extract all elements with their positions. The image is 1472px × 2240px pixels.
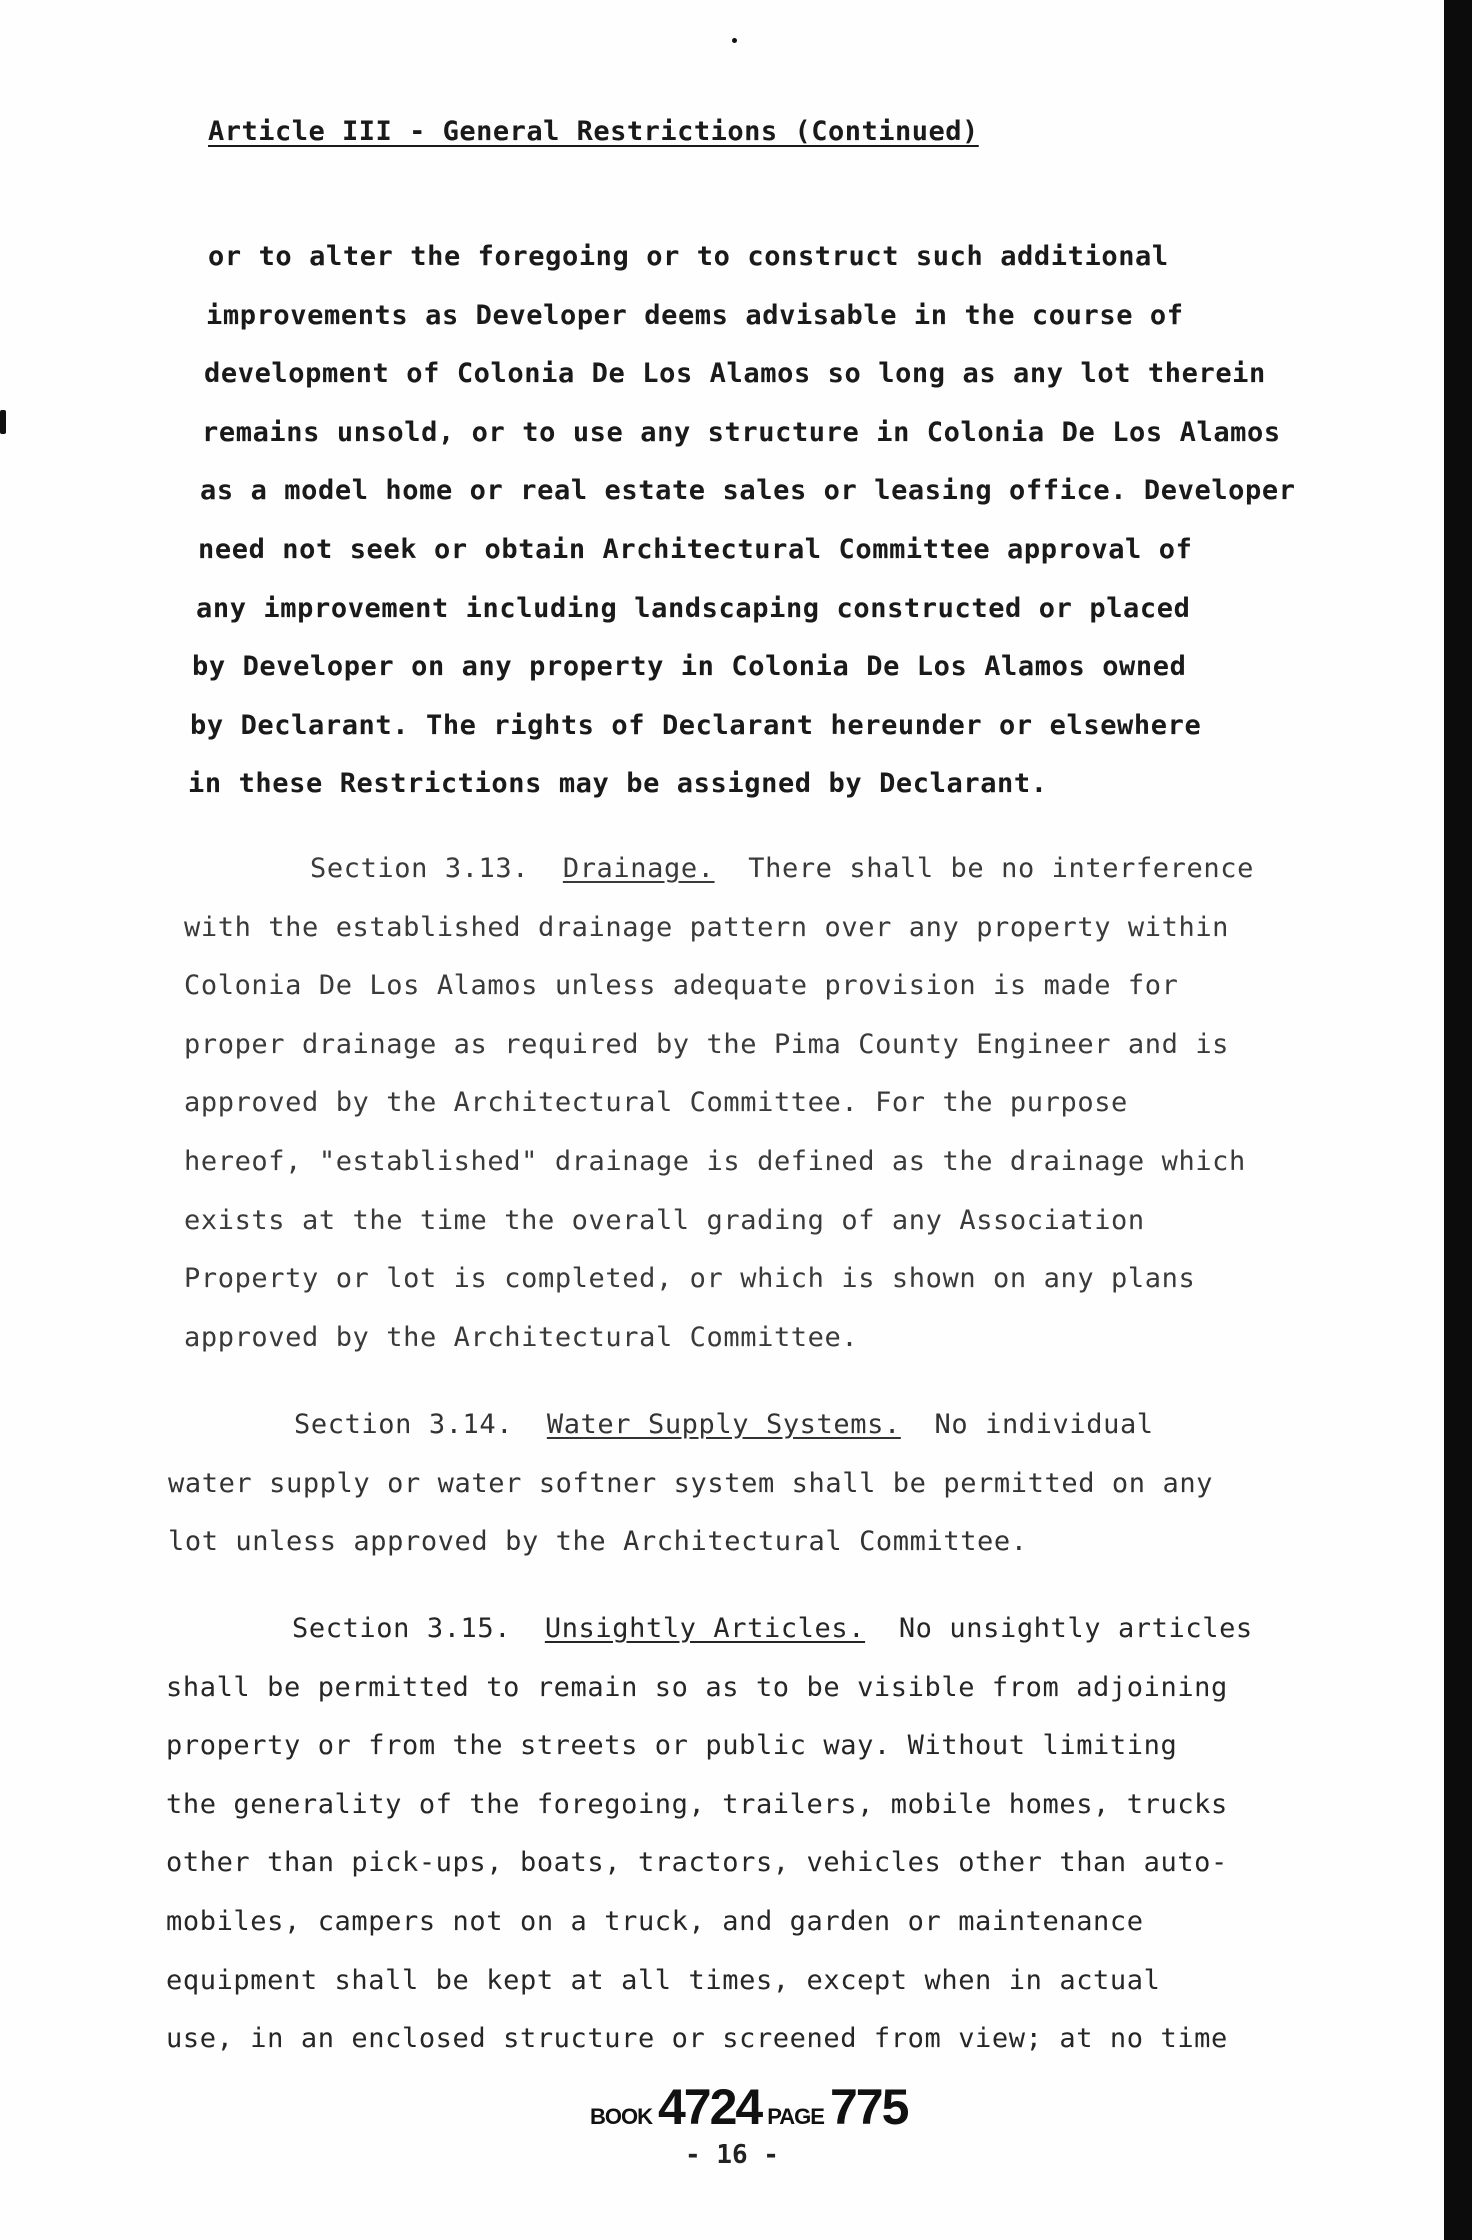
text-line: lot unless approved by the Architectural Committee. — [168, 1526, 1028, 1558]
text-line: hereof, "established" drainage is defined as the drainage which — [184, 1145, 1246, 1177]
text-line: development of Colonia De Los Alamos so long as any lot therein — [204, 358, 1266, 390]
text-line: Colonia De Los Alamos unless adequate provision is made for — [184, 970, 1179, 1002]
text-line: need not seek or obtain Architectural Committee approval of — [198, 533, 1193, 565]
text-line: approved by the Architectural Committee. For the purpose — [184, 1087, 1128, 1119]
section-title: Water Supply Systems. — [546, 1409, 901, 1440]
text-line: in these Restrictions may be assigned by Declarant. — [188, 768, 1048, 800]
section-water-supply — [168, 1396, 1213, 1572]
scan-edge — [1444, 0, 1472, 2240]
text-line: the generality of the foregoing, trailers, mobile homes, trucks — [166, 1788, 1228, 1820]
section-number: Section 3.14. — [294, 1409, 514, 1440]
text-line: any improvement including landscaping constructed or placed — [196, 592, 1191, 624]
page-number — [0, 2140, 1472, 2170]
text-line: improvements as Developer deems advisable in the course of — [206, 299, 1184, 331]
section-number: Section 3.13. — [310, 853, 530, 884]
text-line: or to alter the foregoing or to construct such additional — [208, 241, 1169, 272]
text-line: as a model home or real estate sales or leasing office. Developer — [200, 475, 1296, 507]
section-unsightly-articles — [166, 1600, 1253, 2069]
section-text: No individual — [934, 1409, 1154, 1440]
text-line: water supply or water softner system shall be permitted on any — [168, 1467, 1214, 1499]
section-title: Unsightly Articles. — [544, 1613, 866, 1644]
text-line: mobiles, campers not on a truck, and garden or maintenance — [166, 1905, 1144, 1937]
book-number: 4724 — [658, 2079, 762, 2135]
section-first-line — [184, 840, 1254, 899]
text-line: property or from the streets or public way. Without limiting — [166, 1730, 1178, 1762]
section-first-line — [168, 1396, 1213, 1455]
article-heading: Article III - General Restrictions (Continued) — [208, 116, 979, 147]
section-number: Section 3.15. — [292, 1613, 512, 1644]
text-line: exists at the time the overall grading of any Association — [184, 1204, 1145, 1236]
section-text: No unsightly articles — [898, 1613, 1253, 1644]
continued-paragraph — [188, 228, 1296, 814]
section-drainage — [184, 840, 1254, 1367]
book-label: BOOK — [590, 2104, 652, 2129]
text-line: remains unsold, or to use any structure in Colonia De Los Alamos — [202, 416, 1281, 448]
page-label: PAGE — [767, 2104, 824, 2129]
text-line: Property or lot is completed, or which is shown on any plans — [184, 1263, 1196, 1295]
section-title: Drainage. — [562, 853, 715, 884]
text-line: use, in an enclosed structure or screened from view; at no time — [166, 2023, 1228, 2055]
text-line: by Declarant. The rights of Declarant hereunder or elsewhere — [190, 709, 1202, 741]
section-text: There shall be no interference — [748, 853, 1254, 884]
text-line: shall be permitted to remain so as to be visible from adjoining — [166, 1671, 1228, 1703]
text-line: with the established drainage pattern over any property within — [184, 911, 1230, 943]
text-line: other than pick-ups, boats, tractors, vehicles other than auto- — [166, 1847, 1228, 1879]
scan-speck — [732, 38, 737, 43]
scan-speck — [0, 410, 6, 434]
text-line: equipment shall be kept at all times, except when in actual — [166, 1964, 1161, 1996]
text-line: by Developer on any property in Colonia De Los Alamos owned — [192, 651, 1187, 683]
text-line: proper drainage as required by the Pima County Engineer and is — [184, 1028, 1230, 1060]
section-first-line — [166, 1600, 1253, 1659]
page-number-text: - 16 - — [685, 2140, 779, 2170]
text-line: approved by the Architectural Committee. — [184, 1321, 859, 1353]
book-page-stamp — [590, 2078, 913, 2136]
page-ref: 775 — [829, 2079, 908, 2135]
